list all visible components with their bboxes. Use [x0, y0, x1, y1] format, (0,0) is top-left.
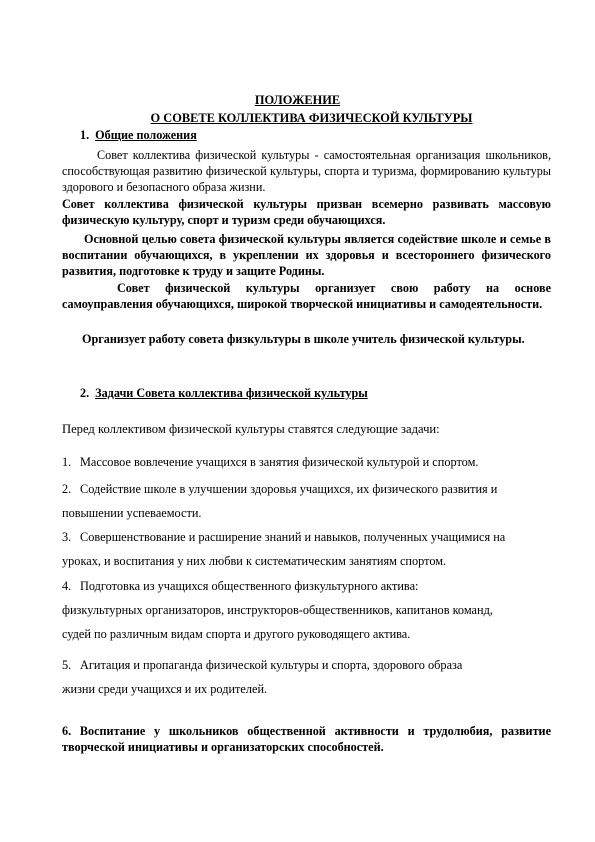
task-item — [62, 578, 554, 642]
section-2-number: 2. — [80, 386, 90, 400]
task-text-continuation: повышении успеваемости. — [62, 506, 202, 520]
task-number: 2. — [62, 482, 72, 496]
section-1-number: 1. — [80, 128, 90, 142]
document-subtitle: О СОВЕТЕ КОЛЛЕКТИВА ФИЗИЧЕСКОЙ КУЛЬТУРЫ — [150, 111, 473, 125]
task-item-final: 6. Воспитание у школьников общественной активности и трудолюбия, развитие творческой инициативы и организаторских способностей. — [62, 724, 551, 754]
task-number: 4. — [62, 579, 72, 593]
task-item — [62, 529, 554, 569]
task-item — [62, 481, 554, 521]
section-1-paragraph: Организует работу совета физкультуры в школе учитель физической культуры. — [82, 332, 525, 346]
section-1-title: Общие положения — [95, 128, 197, 142]
task-text: Массовое вовлечение учащихся в занятия физической культурой и спортом. — [80, 455, 479, 469]
task-number: 5. — [62, 658, 72, 672]
task-text-continuation: физкультурных организаторов, инструкторов-общественников, капитанов команд, — [62, 603, 493, 617]
task-text: Совершенствование и расширение знаний и навыков, полученных учащимися на — [80, 530, 506, 544]
section-2-intro: Перед коллективом физической культуры ставятся следующие задачи: — [62, 422, 440, 436]
section-1-paragraph: Совет физической культуры организует свою работу на основе самоуправления обучающихся, широкой творческой инициативы и самодеятельности. — [62, 281, 551, 312]
task-text: Подготовка из учащихся общественного физкультурного актива: — [80, 579, 419, 593]
task-text: Агитация и пропаганда физической культуры и спорта, здорового образа — [80, 658, 463, 672]
task-text: Содействие школе в улучшении здоровья учащихся, их физического развития и — [80, 482, 498, 496]
task-number: 3. — [62, 530, 72, 544]
task-text-continuation: судей по различным видам спорта и другого руководящего актива. — [62, 627, 411, 641]
section-1-paragraph: Основной целью совета физической культуры является содействие школе и семье в воспитании обучающихся, в укреплении их здоровья и всестороннего физического развития, подготовке к труду и защите Родины. — [62, 232, 551, 279]
task-item — [62, 657, 554, 697]
document-title: ПОЛОЖЕНИЕ — [254, 93, 341, 107]
task-number: 1. — [62, 455, 72, 469]
task-text-continuation: уроках, и воспитания у них любви к систематическим занятиям спортом. — [62, 554, 447, 568]
task-item — [62, 454, 554, 470]
section-1-heading — [80, 128, 197, 142]
section-1-paragraph: Совет коллектива физической культуры - самостоятельная организация школьников, способствующая развитию физической культуры, спорта и туризма, формированию культуры здорового и безопасного образа жизни. — [62, 148, 551, 195]
section-2-title: Задачи Совета коллектива физической культуры — [95, 386, 368, 400]
section-1-paragraph: Совет коллектива физической культуры призван всемерно развивать массовую физическую культуру, спорт и туризм среди обучающихся. — [62, 197, 551, 228]
section-2-heading — [80, 386, 368, 400]
task-text-continuation: жизни среди учащихся и их родителей. — [62, 682, 268, 696]
